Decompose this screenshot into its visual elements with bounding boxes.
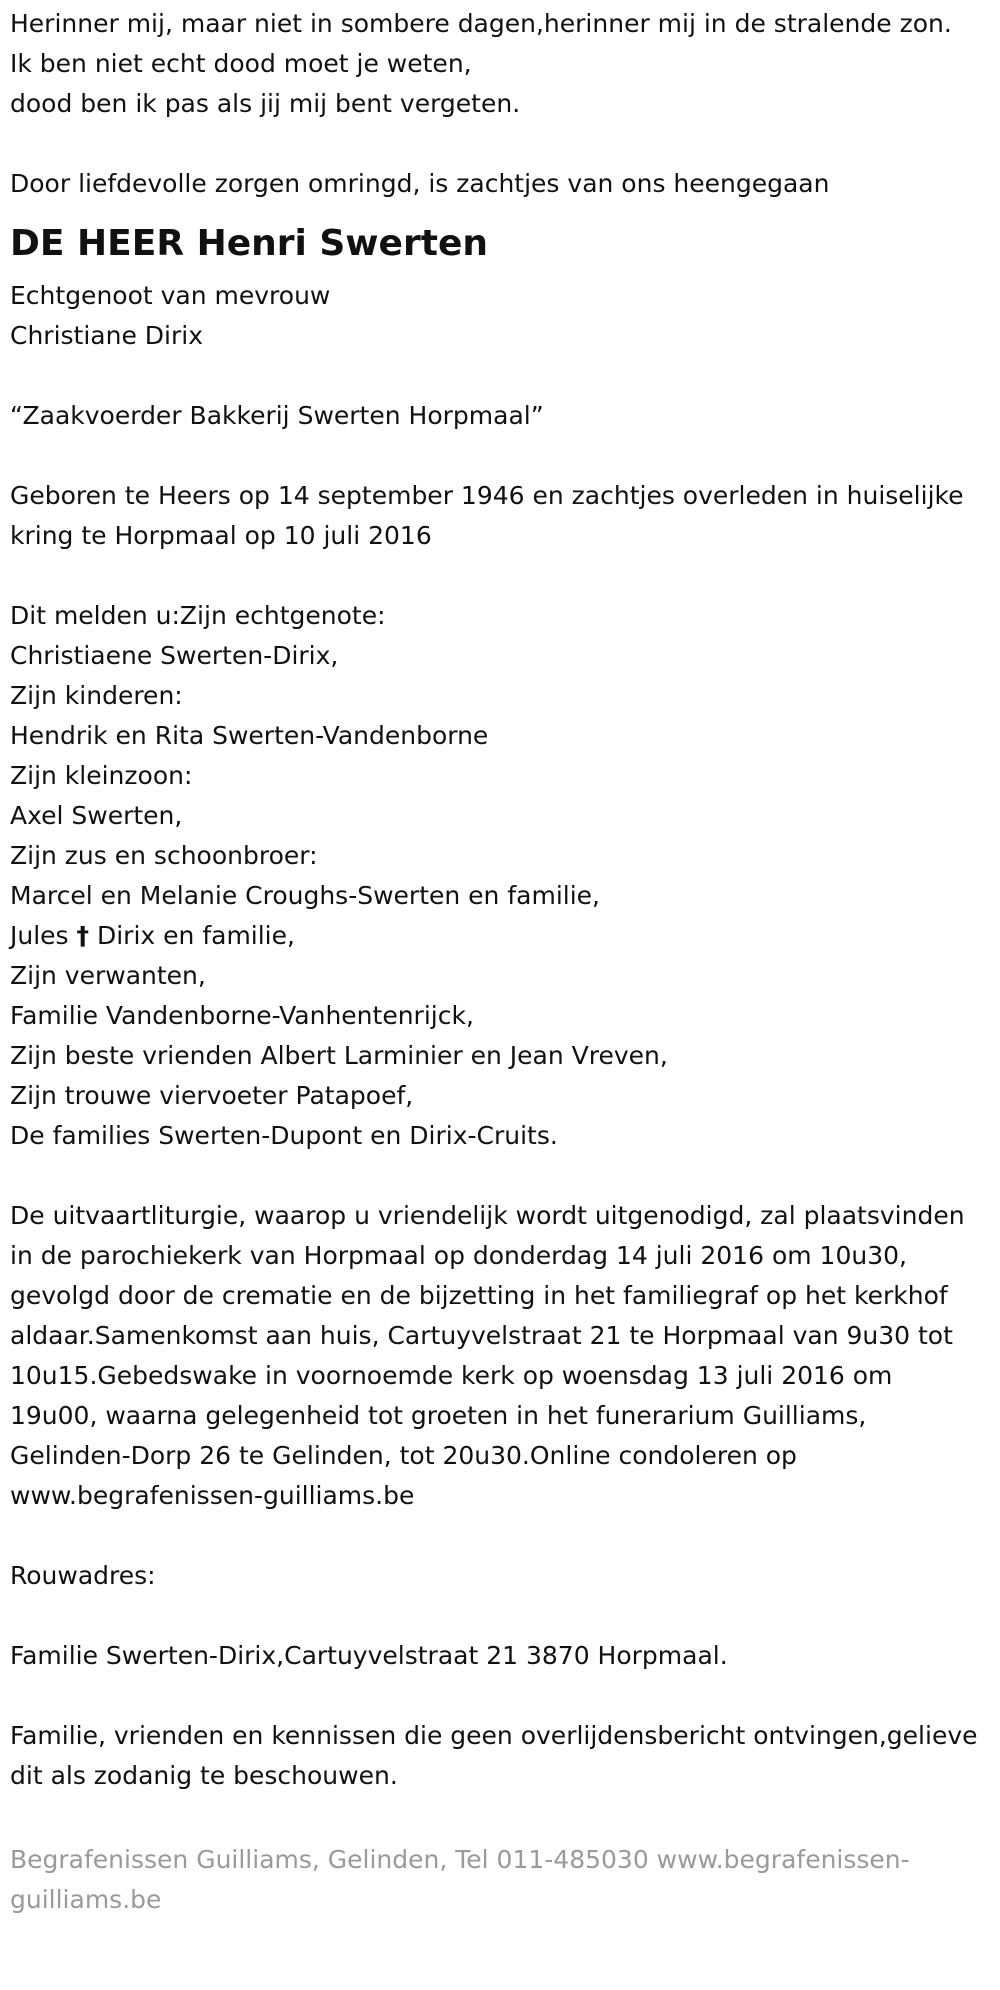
occupation-text: “Zaakvoerder Bakkerij Swerten Horpmaal” bbox=[10, 401, 544, 430]
funeral-home-footer: Begrafenissen Guilliams, Gelinden, Tel 011-485030 www.begrafenissen-guilliams.be bbox=[10, 1845, 910, 1914]
spacer bbox=[10, 1516, 980, 1556]
family-jules bbox=[10, 916, 980, 956]
spouse-line-2: Christiane Dirix bbox=[10, 321, 204, 350]
jules-rest: Dirix en familie, bbox=[96, 921, 295, 950]
spacer bbox=[10, 556, 980, 596]
family-siblings-label: Zijn zus en schoonbroer: bbox=[10, 841, 318, 870]
family-grandson: Axel Swerten, bbox=[10, 801, 183, 830]
family-friends: Zijn beste vrienden Albert Larminier en Jean Vreven, bbox=[10, 1041, 668, 1070]
cross-icon: † bbox=[76, 921, 90, 950]
family-families: De families Swerten-Dupont en Dirix-Cruits. bbox=[10, 1121, 558, 1150]
address-label: Rouwadres: bbox=[10, 1561, 156, 1590]
birth-death-text: Geboren te Heers op 14 september 1946 en zachtjes overleden in huiselijke kring te Horpmaal op 10 juli 2016 bbox=[10, 481, 964, 550]
family-grandson-label: Zijn kleinzoon: bbox=[10, 761, 193, 790]
poem-line-3: dood ben ik pas als jij mij bent vergeten. bbox=[10, 89, 521, 118]
spacer bbox=[10, 124, 980, 164]
obituary-document bbox=[10, 4, 980, 1920]
family-children: Hendrik en Rita Swerten-Vandenborne bbox=[10, 721, 489, 750]
spacer bbox=[10, 356, 980, 396]
family-children-label: Zijn kinderen: bbox=[10, 681, 183, 710]
family-intro: Dit melden u:Zijn echtgenote: bbox=[10, 601, 386, 630]
address-text: Familie Swerten-Dirix,Cartuyvelstraat 21 3870 Horpmaal. bbox=[10, 1641, 728, 1670]
family-siblings: Marcel en Melanie Croughs-Swerten en familie, bbox=[10, 881, 600, 910]
family-pet: Zijn trouwe viervoeter Patapoef, bbox=[10, 1081, 414, 1110]
spacer bbox=[10, 436, 980, 476]
intro-text: Door liefdevolle zorgen omringd, is zachtjes van ons heengegaan bbox=[10, 169, 830, 198]
poem-line-2: Ik ben niet echt dood moet je weten, bbox=[10, 49, 472, 78]
family-relatives-label: Zijn verwanten, bbox=[10, 961, 206, 990]
spacer bbox=[10, 1596, 980, 1636]
spouse-line-1: Echtgenoot van mevrouw bbox=[10, 281, 331, 310]
spacer bbox=[10, 1676, 980, 1716]
closing-text: Familie, vrienden en kennissen die geen overlijdensbericht ontvingen,gelieve dit als zodanig te beschouwen. bbox=[10, 1721, 978, 1790]
jules-first-name: Jules bbox=[10, 921, 69, 950]
deceased-name: DE HEER Henri Swerten bbox=[10, 223, 488, 264]
spacer bbox=[10, 1156, 980, 1196]
poem-line-1: Herinner mij, maar niet in sombere dagen,herinner mij in de stralende zon. bbox=[10, 9, 952, 38]
family-relatives: Familie Vandenborne-Vanhentenrijck, bbox=[10, 1001, 474, 1030]
family-spouse: Christiaene Swerten-Dirix, bbox=[10, 641, 339, 670]
funeral-details: De uitvaartliturgie, waarop u vriendelijk wordt uitgenodigd, zal plaatsvinden in de parochiekerk van Horpmaal op donderdag 14 juli 2016 om 10u30, gevolgd door de crematie en de bijzetting in het familiegraf op het kerkhof aldaar.Samenkomst aan huis, Cartuyvelstraat 21 te Horpmaal van 9u30 tot 10u15.Gebedswake in voornoemde kerk op woensdag 13 juli 2016 om 19u00, waarna gelegenheid tot groeten in het funerarium Guilliams, Gelinden-Dorp 26 te Gelinden, tot 20u30.Online condoleren op www.begrafenissen-guilliams.be bbox=[10, 1201, 965, 1510]
